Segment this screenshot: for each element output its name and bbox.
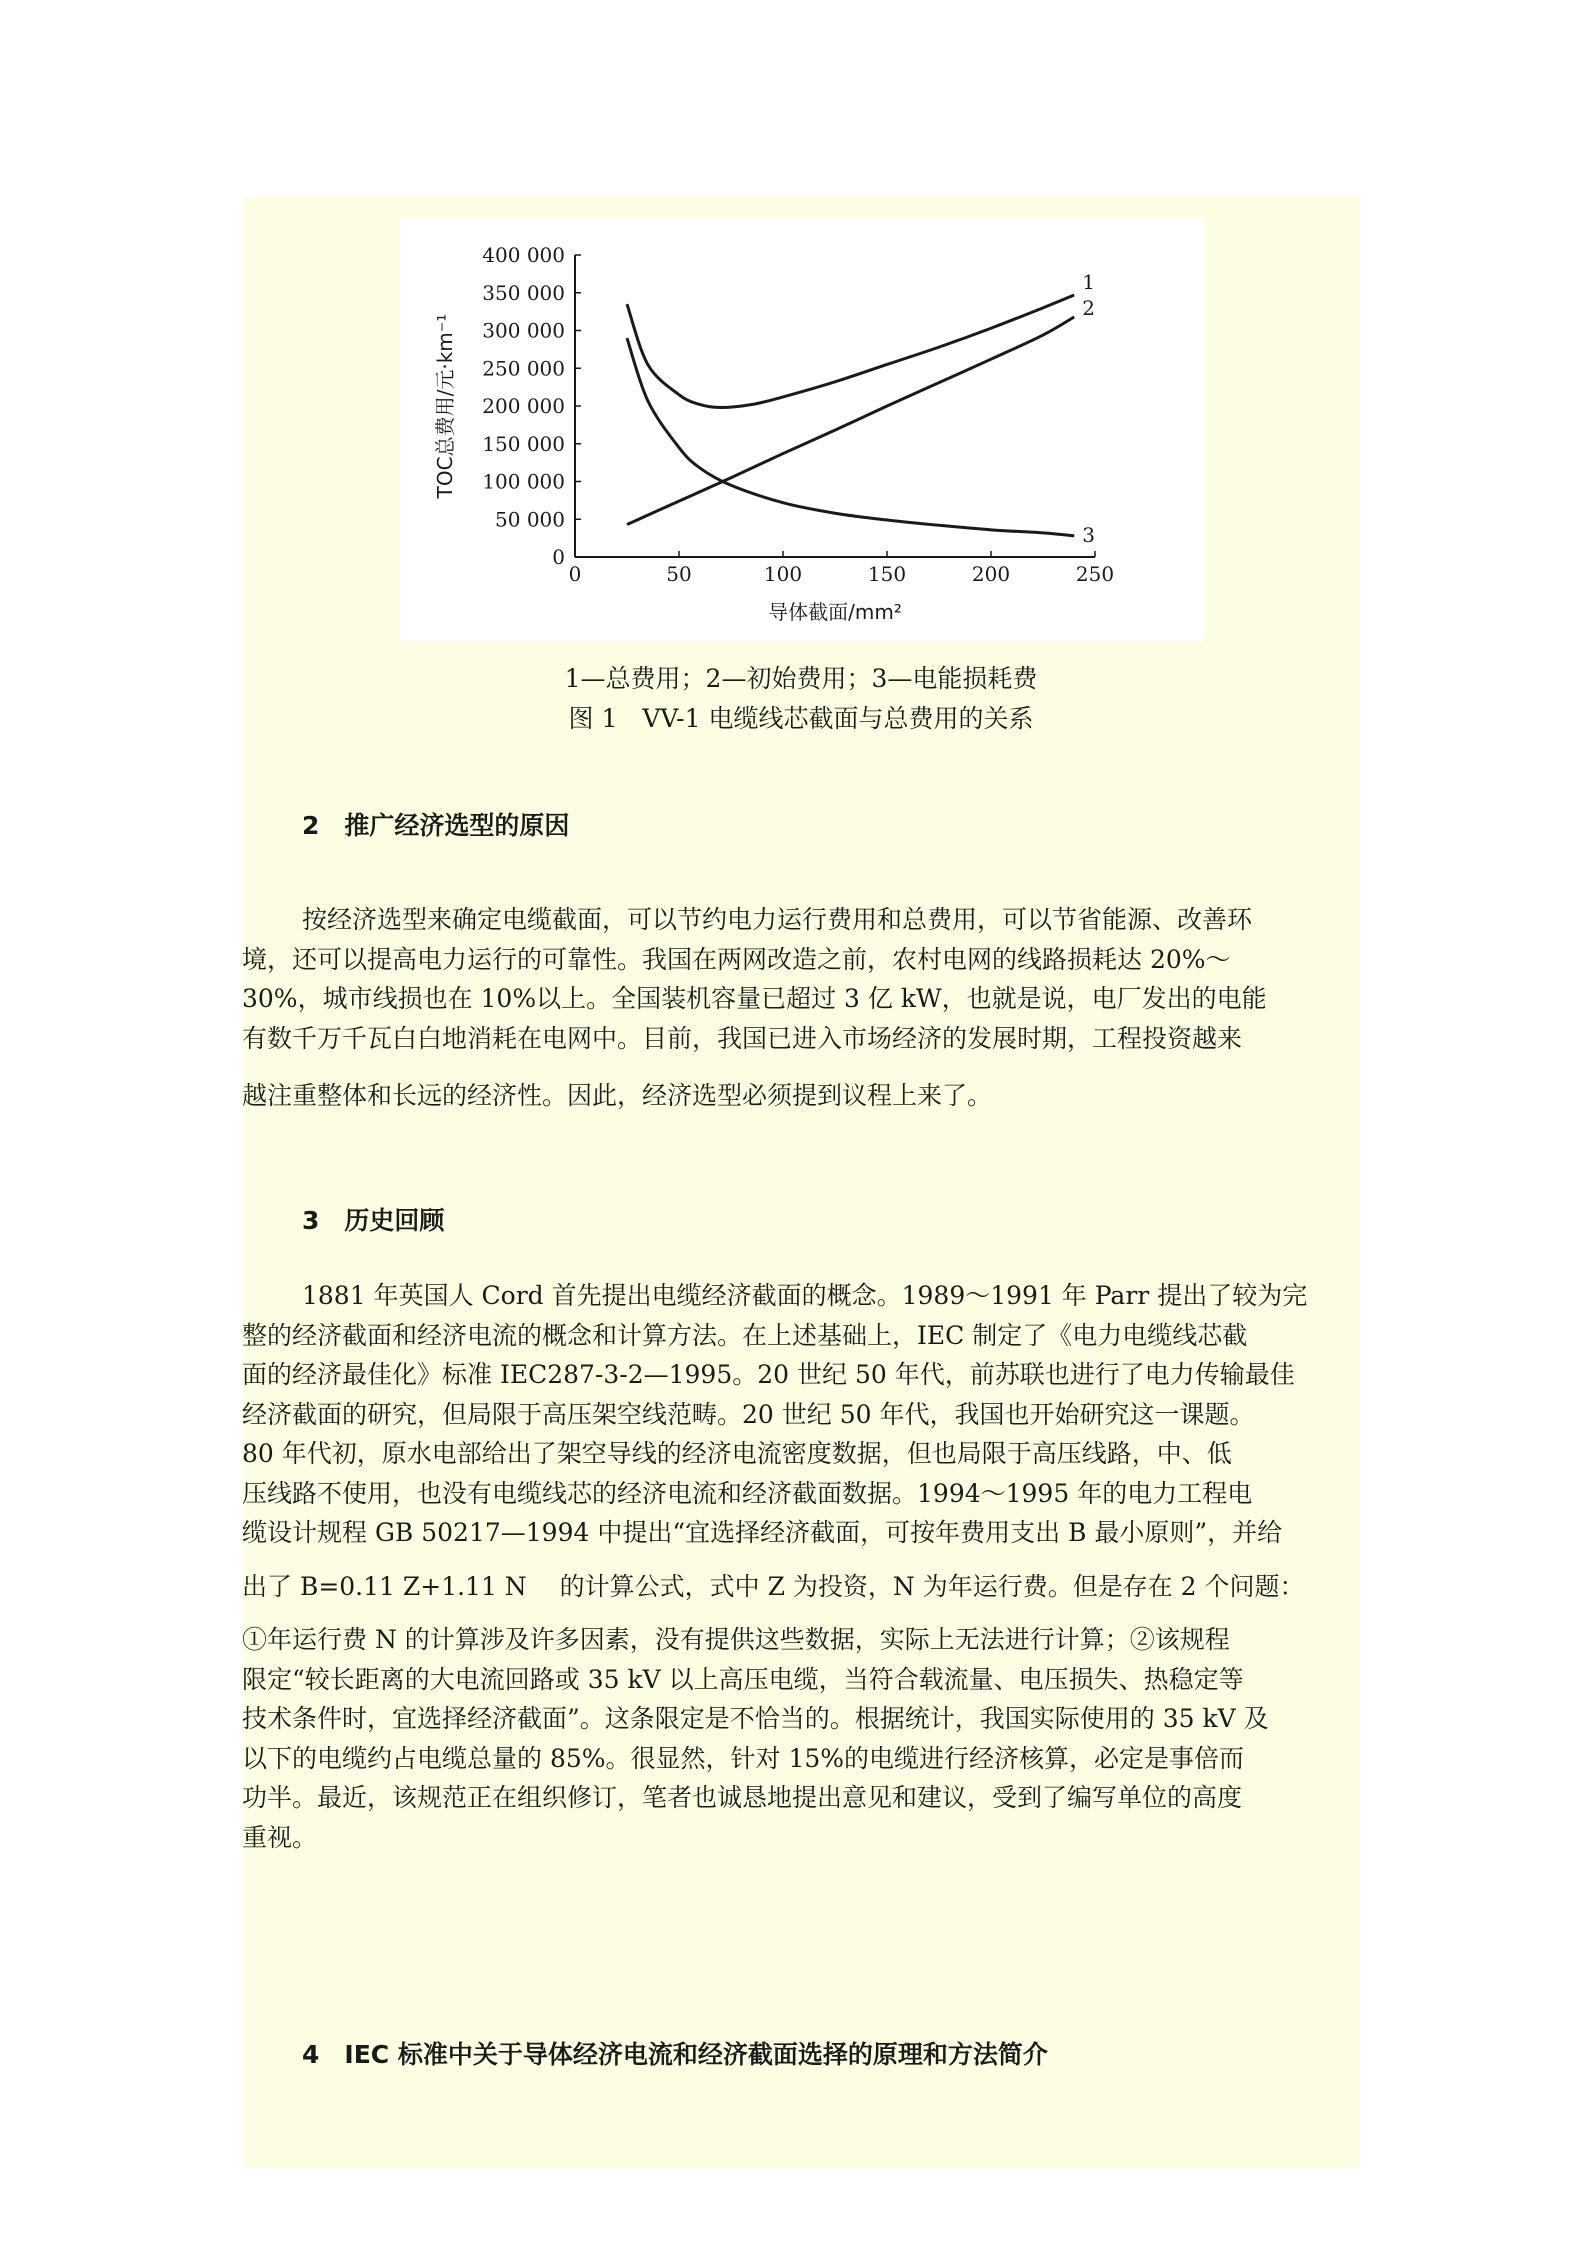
y-tick-label: 400 000 [482, 243, 565, 267]
paragraph-line: 有数千万千瓦白白地消耗在电网中。目前，我国已进入市场经济的发展时期，工程投资越来 [242, 1023, 1243, 1053]
paragraph-line: ①年运行费 N 的计算涉及许多因素，没有提供这些数据，实际上无法进行计算；②该规程 [242, 1625, 1230, 1654]
paragraph-line: 1881 年英国人 Cord 首先提出电缆经济截面的概念。1989～1991 年 Parr 提出了较为完 [302, 1281, 1308, 1310]
paragraph-line: 出了 B=0.11 Z+1.11 N 的计算公式，式中 Z 为投资，N 为年运行费。但是存在 2 个问题： [242, 1571, 1305, 1601]
paragraph-line: 技术条件时，宜选择经济截面”。这条限定是不恰当的。根据统计，我国实际使用的 35 kV 及 [242, 1704, 1269, 1733]
paragraph-line: 30%，城市线损也在 10%以上。全国装机容量已超过 3 亿 kW，也就是说，电厂发出的电能 [242, 984, 1267, 1013]
y-tick-label: 350 000 [482, 280, 565, 305]
paragraph-line: 面的经济最佳化》标准 IEC287-3-2—1995。20 世纪 50 年代，前苏联也进行了电力传输最佳 [242, 1360, 1295, 1389]
x-tick-label: 200 [971, 562, 1011, 586]
y-tick-label: 300 000 [482, 318, 565, 343]
y-tick-label: 250 000 [482, 356, 565, 381]
figure-legend-line: 1—总费用；2—初始费用；3—电能损耗费 [564, 664, 1038, 693]
y-tick-label: 200 000 [482, 394, 565, 418]
series-label-2: 2 [1082, 295, 1095, 320]
x-tick-label: 0 [568, 562, 582, 586]
series-line-3 [627, 338, 1074, 536]
figure-1 [400, 217, 1204, 641]
x-tick-label: 150 [867, 562, 907, 586]
paragraph-line: 整的经济截面和经济电流的概念和计算方法。在上述基础上，IEC 制定了《电力电缆线芯截 [242, 1320, 1248, 1350]
paragraph-line: 压线路不使用，也没有电缆线芯的经济电流和经济截面数据。1994～1995 年的电力工程电 [242, 1478, 1253, 1508]
series-line-2 [627, 317, 1074, 525]
section-heading-4: 4 IEC 标准中关于导体经济电流和经济截面选择的原理和方法简介 [302, 2040, 1048, 2069]
paragraph-line: 缆设计规程 GB 50217—1994 中提出“宜选择经济截面，可按年费用支出 B 最小原则”，并给 [242, 1518, 1283, 1547]
series-label-3: 3 [1082, 522, 1095, 547]
paragraph-line: 按经济选型来确定电缆截面，可以节约电力运行费用和总费用，可以节省能源、改善环 [302, 905, 1253, 934]
figure-title: 图 1 VV-1 电缆线芯截面与总费用的关系 [568, 704, 1034, 733]
y-tick-label: 100 000 [482, 469, 565, 494]
x-tick-label: 250 [1075, 562, 1115, 586]
y-tick-label: 0 [552, 545, 565, 569]
x-tick-label: 50 [666, 562, 692, 586]
y-tick-label: 50 000 [495, 507, 565, 532]
x-axis-label: 导体截面/mm² [768, 600, 902, 624]
paragraph-line: 重视。 [242, 1822, 318, 1852]
x-tick-label: 100 [763, 562, 803, 586]
section-heading-2: 2 推广经济选型的原因 [302, 811, 570, 840]
y-axis-label: TOC总费用/元·km⁻¹ [433, 313, 457, 499]
paragraph-section-2 [242, 900, 1360, 1116]
series-label-1: 1 [1082, 270, 1095, 295]
paragraph-line: 以下的电缆约占电缆总量的 85%。很显然，针对 15%的电缆进行经济核算，必定是事倍而 [242, 1743, 1245, 1773]
paragraph-line: 境，还可以提高电力运行的可靠性。我国在两网改造之前，农村电网的线路损耗达 20%～ [242, 944, 1231, 974]
paragraph-section-3 [242, 1276, 1360, 1857]
paragraph-line: 80 年代初，原水电部给出了架空导线的经济电流密度数据，但也局限于高压线路，中、低 [242, 1439, 1232, 1468]
paragraph-line: 功半。最近，该规范正在组织修订，笔者也诚恳地提出意见和建议，受到了编写单位的高度 [242, 1783, 1243, 1812]
y-tick-label: 150 000 [482, 431, 565, 456]
paragraph-line: 经济截面的研究，但局限于高压架空线范畴。20 世纪 50 年代，我国也开始研究这一课题。 [242, 1399, 1255, 1429]
paragraph-line: 越注重整体和长远的经济性。因此，经济选型必须提到议程上来了。 [242, 1081, 993, 1110]
section-heading-3: 3 历史回顾 [302, 1206, 445, 1235]
paragraph-line: 限定“较长距离的大电流回路或 35 kV 以上高压电缆，当符合载流量、电压损失、热稳定等 [242, 1664, 1244, 1694]
chart-svg [400, 217, 1204, 641]
